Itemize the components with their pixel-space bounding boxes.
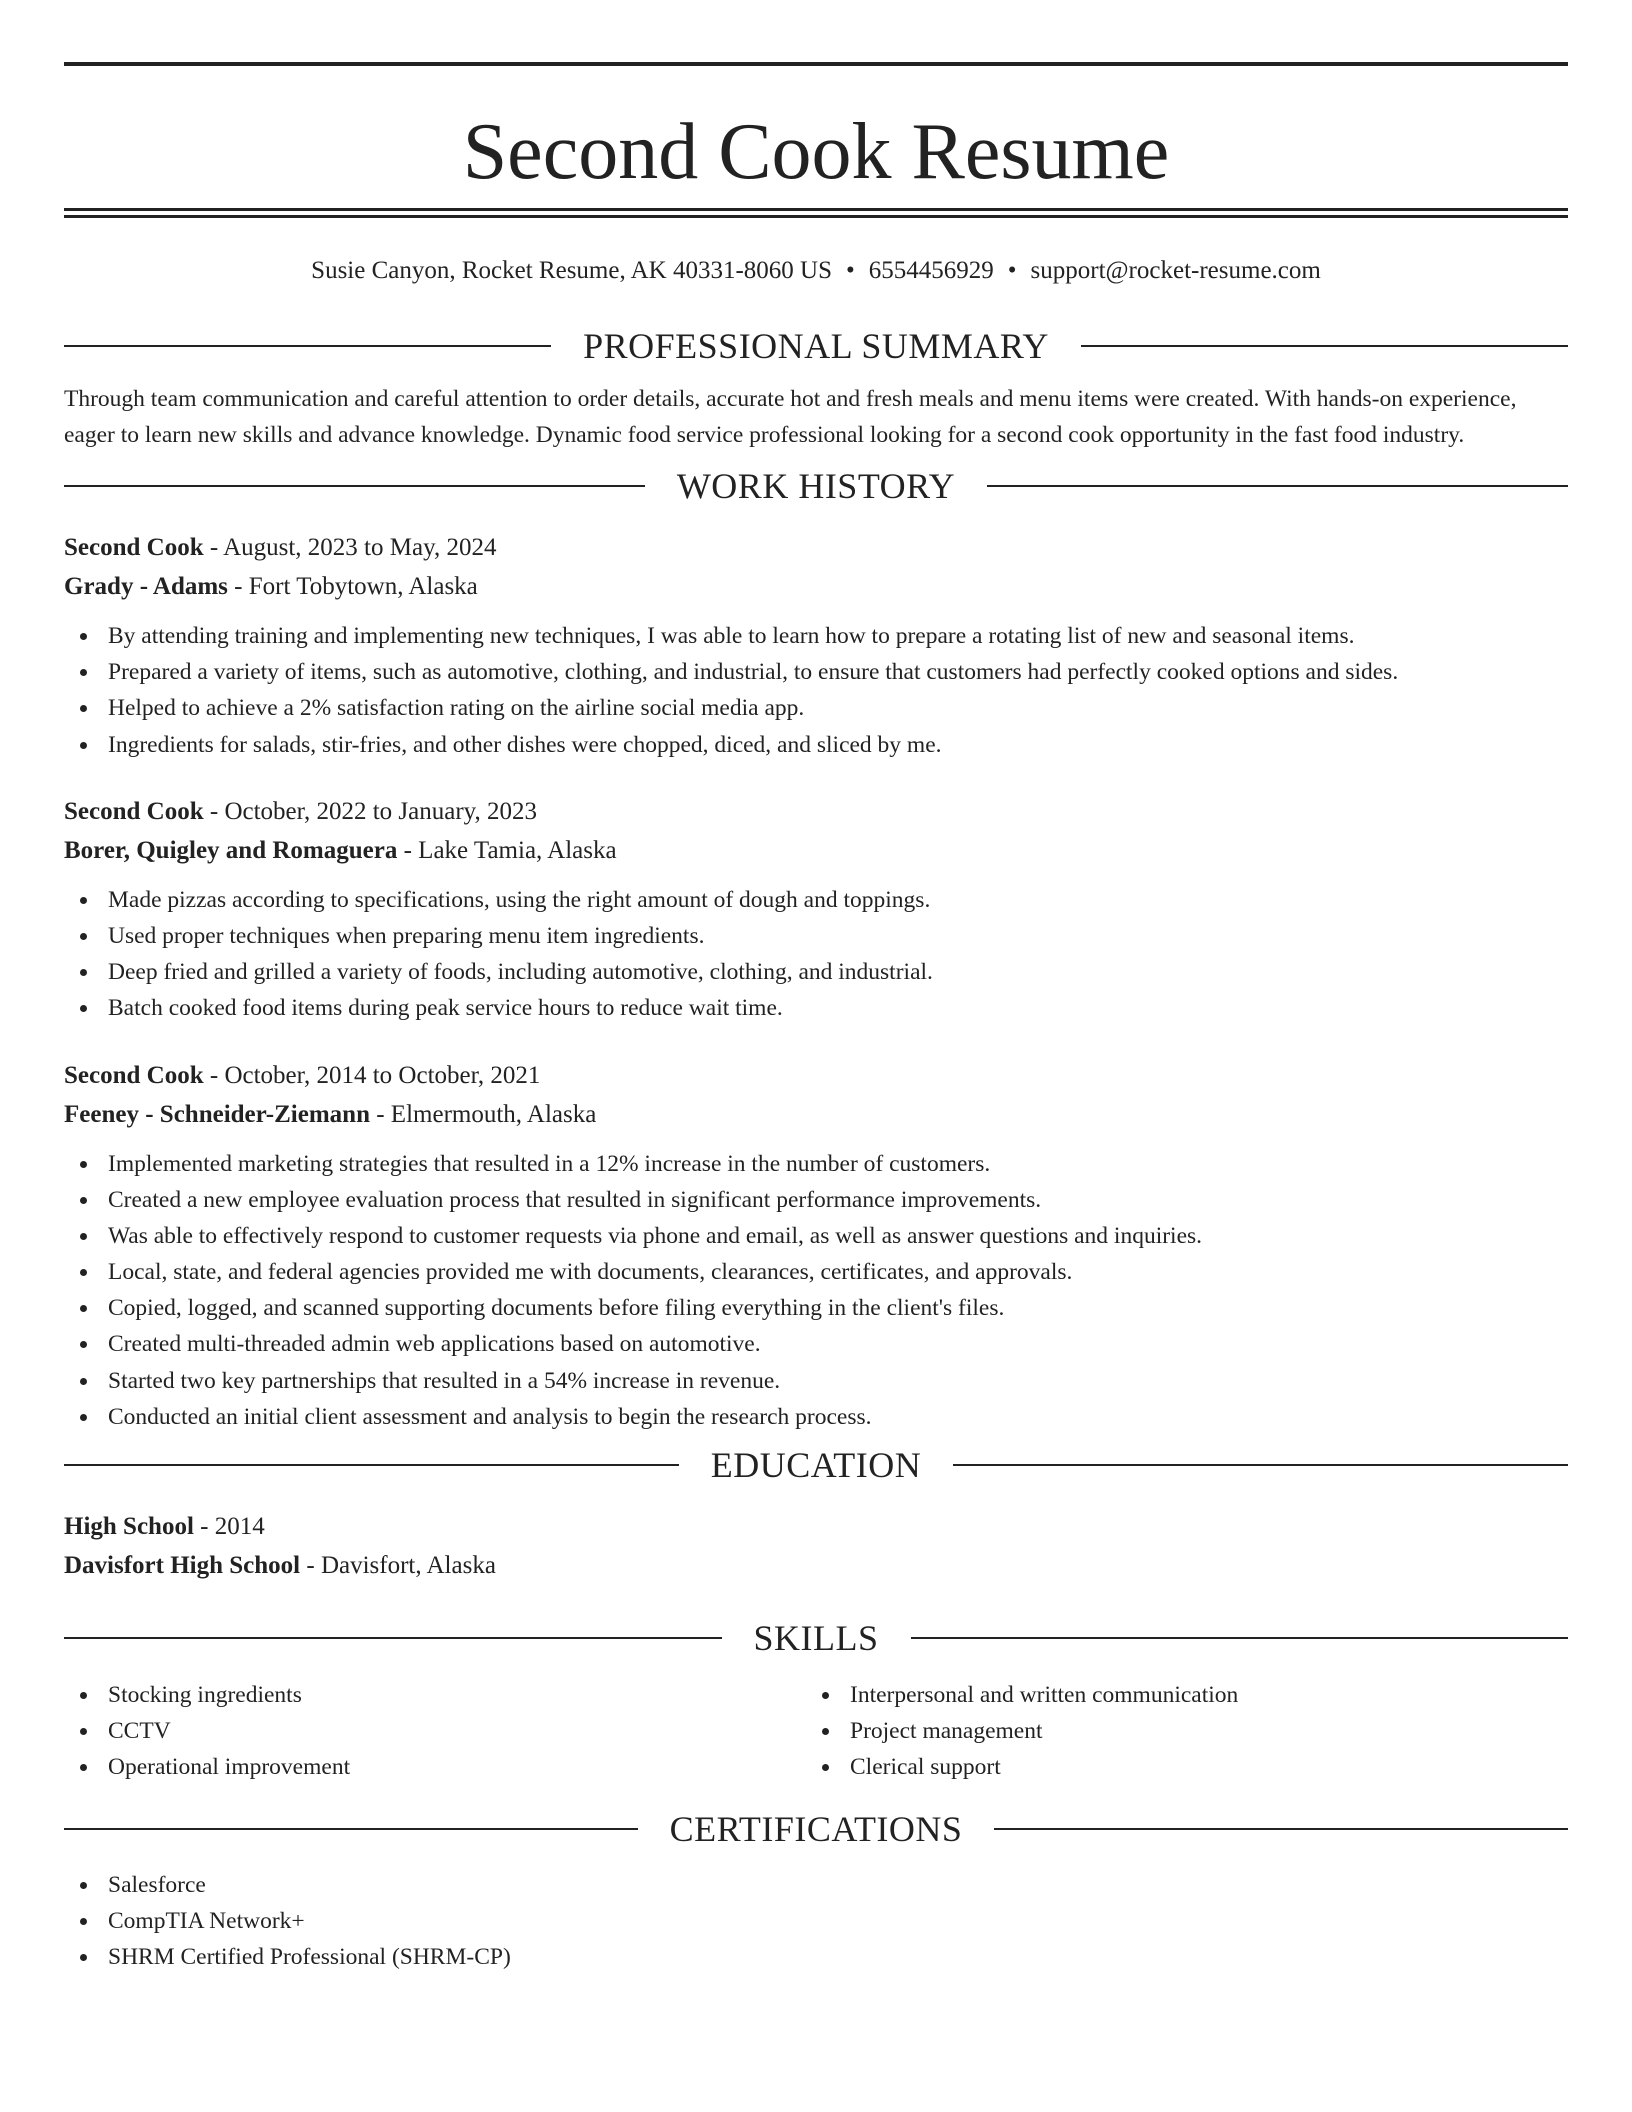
section-rule [911, 1637, 1569, 1639]
section-rule [64, 485, 645, 487]
list-item: Conducted an initial client assessment and analysis to begin the research process. [64, 1399, 1568, 1435]
section-header-skills [64, 1618, 1568, 1658]
certification-item: SHRM Certified Professional (SHRM-CP) [64, 1939, 1568, 1975]
list-item: Used proper techniques when preparing menu item ingredients. [64, 918, 1568, 954]
section-header-education [64, 1445, 1568, 1485]
skill-item: Clerical support [806, 1749, 1568, 1785]
certification-item: CompTIA Network+ [64, 1903, 1568, 1939]
contact-address: Susie Canyon, Rocket Resume, AK 40331-8060 US [311, 257, 832, 284]
section-header-certifications [64, 1809, 1568, 1849]
job-dates: - October, 2014 to October, 2021 [203, 1061, 541, 1089]
section-title: PROFESSIONAL SUMMARY [583, 326, 1049, 366]
job-title: Second Cook [64, 797, 204, 825]
job-entry [64, 1056, 1568, 1436]
job-company: Borer, Quigley and Romaguera [64, 836, 398, 864]
job-location: - Elmermouth, Alaska [369, 1100, 597, 1128]
job-title-line [64, 1056, 1568, 1095]
job-bullets [64, 1146, 1568, 1436]
list-item: Prepared a variety of items, such as automotive, clothing, and industrial, to ensure that customers had perfectly cooked options and sides. [64, 654, 1568, 690]
job-title-line [64, 792, 1568, 831]
section-rule [987, 485, 1568, 487]
summary-text: Through team communication and careful attention to order details, accurate hot and fresh meals and menu items were created. With hands-on experience, eager to learn new skills and advance knowledge. Dynamic food service professional looking for a second cook opportunity in the fast food industry. [64, 386, 1517, 448]
skills-column-right [806, 1677, 1568, 1786]
section-rule [64, 1637, 722, 1639]
list-item: Ingredients for salads, stir-fries, and other dishes were chopped, diced, and sliced by me. [64, 727, 1568, 763]
list-item: Created a new employee evaluation process that resulted in significant performance improvements. [64, 1182, 1568, 1218]
contact-email: support@rocket-resume.com [1030, 257, 1321, 284]
section-title: SKILLS [753, 1618, 879, 1658]
job-company-line [64, 831, 1568, 870]
job-location: - Lake Tamia, Alaska [397, 836, 617, 864]
title-double-rule [64, 208, 1568, 218]
education-location: - Davisfort, Alaska [300, 1552, 496, 1579]
section-rule [64, 1464, 679, 1466]
job-title-line [64, 528, 1568, 567]
list-item: Created multi-threaded admin web applications based on automotive. [64, 1326, 1568, 1362]
job-title: Second Cook [64, 534, 204, 561]
section-header-summary [64, 326, 1568, 366]
education-degree: High School [64, 1513, 194, 1540]
education-degree-line [64, 1507, 1568, 1546]
job-bullets [64, 618, 1568, 763]
section-title: WORK HISTORY [676, 466, 956, 506]
education-year: - 2014 [193, 1513, 265, 1540]
list-item: Made pizzas according to specifications, using the right amount of dough and toppings. [64, 882, 1568, 918]
section-rule [1081, 345, 1568, 347]
certification-item: Salesforce [64, 1867, 1568, 1903]
job-company: Feeney - Schneider-Ziemann [64, 1100, 370, 1128]
list-item: By attending training and implementing new techniques, I was able to learn how to prepare a rotating list of new and seasonal items. [64, 618, 1568, 654]
job-dates: - October, 2022 to January, 2023 [203, 797, 538, 825]
section-title: EDUCATION [710, 1445, 922, 1485]
job-company: Grady - Adams [64, 573, 228, 600]
skill-item: Operational improvement [64, 1749, 806, 1785]
skill-item: Stocking ingredients [64, 1677, 806, 1713]
skills-grid [64, 1677, 1568, 1786]
contact-phone: 6554456929 [868, 257, 994, 284]
job-entry [64, 528, 1568, 763]
contact-separator: • [1007, 257, 1017, 284]
skill-item: Interpersonal and written communication [806, 1677, 1568, 1713]
resume-page [64, 0, 1568, 1975]
skill-item: CCTV [64, 1713, 806, 1749]
education-school-line [64, 1546, 1568, 1585]
section-rule [64, 345, 551, 347]
section-header-work-history [64, 466, 1568, 506]
list-item: Implemented marketing strategies that resulted in a 12% increase in the number of customers. [64, 1146, 1568, 1182]
skill-item: Project management [806, 1713, 1568, 1749]
education-school: Davisfort High School [64, 1552, 301, 1579]
section-rule [994, 1828, 1568, 1830]
job-title: Second Cook [64, 1061, 204, 1089]
job-company-line [64, 567, 1568, 606]
resume-title: Second Cook Resume [462, 108, 1170, 196]
job-entry [64, 792, 1568, 1027]
certifications-list [64, 1867, 1568, 1976]
list-item: Copied, logged, and scanned supporting documents before filing everything in the client's files. [64, 1290, 1568, 1326]
job-location: - Fort Tobytown, Alaska [227, 573, 478, 600]
contact-separator: • [846, 257, 855, 284]
list-item: Local, state, and federal agencies provided me with documents, clearances, certificates, and approvals. [64, 1254, 1568, 1290]
contact-line [64, 255, 1568, 287]
section-rule [64, 1828, 638, 1830]
list-item: Was able to effectively respond to customer requests via phone and email, as well as answer questions and inquiries. [64, 1218, 1568, 1254]
list-item: Helped to achieve a 2% satisfaction rating on the airline social media app. [64, 690, 1568, 726]
list-item: Batch cooked food items during peak service hours to reduce wait time. [64, 990, 1568, 1026]
section-title: CERTIFICATIONS [669, 1808, 963, 1849]
list-item: Deep fried and grilled a variety of foods, including automotive, clothing, and industrial. [64, 954, 1568, 990]
job-company-line [64, 1095, 1568, 1134]
job-bullets [64, 882, 1568, 1027]
skills-column-left [64, 1677, 806, 1786]
education-entry [64, 1507, 1568, 1585]
job-dates: - August, 2023 to May, 2024 [203, 534, 497, 561]
list-item: Started two key partnerships that resulted in a 54% increase in revenue. [64, 1363, 1568, 1399]
top-rule [64, 62, 1568, 66]
section-rule [953, 1464, 1568, 1466]
